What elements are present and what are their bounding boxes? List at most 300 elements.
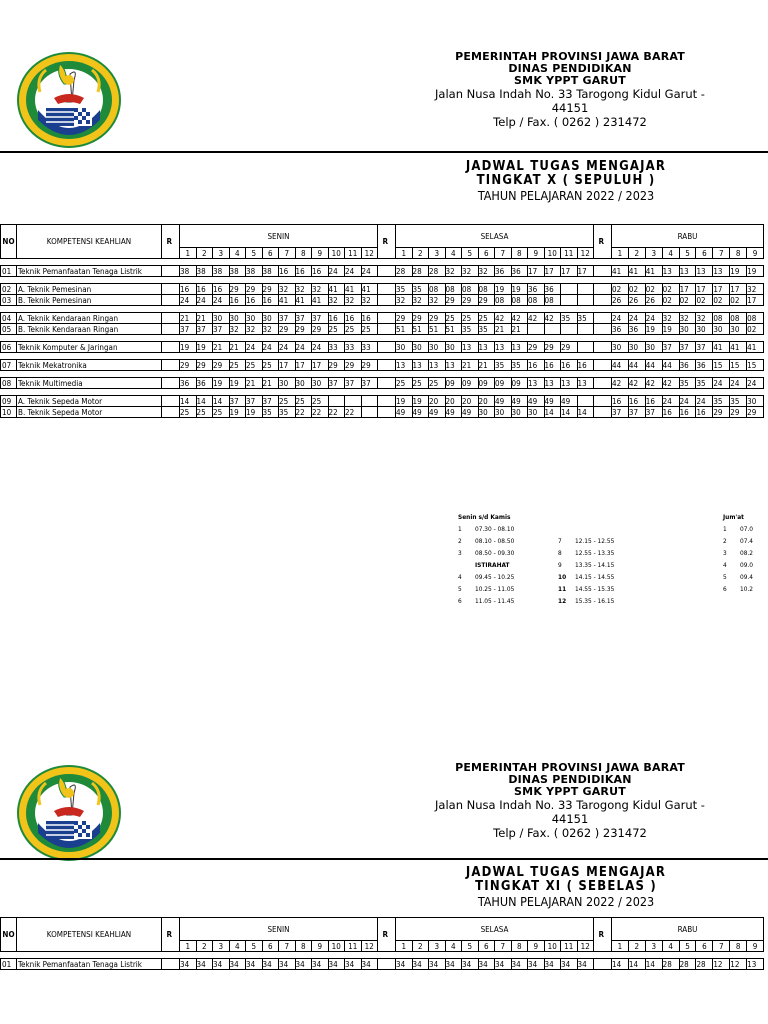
senin-cell: 34 bbox=[246, 959, 263, 970]
header-r: R bbox=[378, 918, 393, 952]
selasa-cell: 36 bbox=[511, 266, 528, 277]
senin-cell: 32 bbox=[246, 324, 263, 335]
selasa-cell bbox=[577, 324, 594, 335]
period-number: 6 bbox=[478, 941, 495, 952]
row-number: 08 bbox=[1, 378, 17, 389]
header-r: R bbox=[378, 225, 393, 259]
period-number: 1 bbox=[396, 248, 413, 259]
selasa-cell: 42 bbox=[528, 313, 545, 324]
row-number: 04 bbox=[1, 313, 17, 324]
senin-cell: 25 bbox=[180, 407, 197, 418]
selasa-cell: 30 bbox=[478, 407, 495, 418]
senin-cell: 30 bbox=[279, 378, 296, 389]
selasa-cell: 13 bbox=[462, 342, 479, 353]
senin-cell: 30 bbox=[246, 313, 263, 324]
room-cell bbox=[378, 396, 393, 407]
row-number: 05 bbox=[1, 324, 17, 335]
period-label: 8 bbox=[558, 549, 562, 557]
time-range: 08.10 - 08.50 bbox=[475, 537, 515, 545]
senin-cell: 34 bbox=[345, 959, 362, 970]
senin-cell: 32 bbox=[345, 295, 362, 306]
dept-name: DINAS PENDIDIKAN bbox=[508, 62, 632, 75]
period-number: 7 bbox=[713, 248, 730, 259]
rabu-cell: 28 bbox=[696, 959, 713, 970]
selasa-cell: 30 bbox=[511, 407, 528, 418]
rabu-cell: 02 bbox=[662, 284, 679, 295]
selasa-cell: 20 bbox=[429, 396, 446, 407]
table-row bbox=[1, 342, 764, 353]
senin-cell bbox=[328, 396, 345, 407]
senin-cell: 34 bbox=[229, 959, 246, 970]
period-number: 2 bbox=[628, 941, 645, 952]
senin-cell: 16 bbox=[213, 284, 230, 295]
period-number: 3 bbox=[213, 941, 230, 952]
room-cell bbox=[162, 378, 177, 389]
header-block bbox=[420, 51, 720, 129]
selasa-cell: 28 bbox=[396, 266, 413, 277]
senin-cell: 21 bbox=[213, 342, 230, 353]
rabu-cell: 30 bbox=[696, 324, 713, 335]
selasa-cell: 19 bbox=[412, 396, 429, 407]
rabu-cell: 16 bbox=[628, 396, 645, 407]
period-number: 8 bbox=[511, 248, 528, 259]
time-range: 10.2 bbox=[740, 585, 754, 593]
selasa-cell: 09 bbox=[478, 378, 495, 389]
period-number: 3 bbox=[429, 941, 446, 952]
time-range: 08.2 bbox=[740, 549, 754, 557]
senin-cell: 14 bbox=[180, 396, 197, 407]
selasa-cell bbox=[528, 324, 545, 335]
selasa-cell: 34 bbox=[577, 959, 594, 970]
row-separator bbox=[1, 277, 764, 284]
selasa-cell: 25 bbox=[429, 378, 446, 389]
senin-cell: 19 bbox=[229, 378, 246, 389]
period-number: 1 bbox=[612, 941, 629, 952]
header-block bbox=[420, 762, 720, 840]
senin-cell: 32 bbox=[262, 324, 279, 335]
senin-cell: 37 bbox=[213, 324, 230, 335]
rabu-cell: 08 bbox=[713, 313, 730, 324]
selasa-cell: 14 bbox=[577, 407, 594, 418]
time-range: 09.45 - 10.25 bbox=[475, 573, 515, 581]
senin-cell: 29 bbox=[295, 324, 312, 335]
selasa-cell: 20 bbox=[445, 396, 462, 407]
period-number: 6 bbox=[696, 248, 713, 259]
selasa-cell: 29 bbox=[396, 313, 413, 324]
rabu-cell: 26 bbox=[612, 295, 629, 306]
room-cell bbox=[378, 324, 393, 335]
rabu-cell: 17 bbox=[679, 284, 696, 295]
time-range: 07.30 - 08.10 bbox=[475, 525, 515, 533]
selasa-cell: 49 bbox=[412, 407, 429, 418]
senin-cell: 36 bbox=[180, 378, 197, 389]
period-label: 3 bbox=[458, 549, 462, 557]
senin-cell: 16 bbox=[295, 266, 312, 277]
senin-cell: 17 bbox=[295, 360, 312, 371]
selasa-cell: 14 bbox=[561, 407, 578, 418]
table-row bbox=[1, 324, 764, 335]
rabu-cell: 44 bbox=[662, 360, 679, 371]
table-row bbox=[1, 266, 764, 277]
selasa-cell: 34 bbox=[429, 959, 446, 970]
period-number: 5 bbox=[679, 941, 696, 952]
senin-cell: 35 bbox=[279, 407, 296, 418]
senin-cell: 24 bbox=[361, 266, 378, 277]
separator-cell bbox=[1, 277, 764, 284]
section-title bbox=[430, 866, 702, 910]
selasa-cell: 25 bbox=[396, 378, 413, 389]
period-number: 1 bbox=[396, 941, 413, 952]
rabu-cell: 35 bbox=[730, 396, 747, 407]
period-number: 10 bbox=[328, 248, 345, 259]
selasa-cell: 29 bbox=[478, 295, 495, 306]
selasa-cell: 34 bbox=[445, 959, 462, 970]
rabu-cell: 24 bbox=[662, 396, 679, 407]
section-title bbox=[430, 160, 702, 204]
school-name: SMK YPPT GARUT bbox=[514, 74, 626, 87]
senin-cell: 34 bbox=[361, 959, 378, 970]
header-divider bbox=[0, 858, 768, 860]
period-label: 3 bbox=[723, 549, 727, 557]
senin-cell: 30 bbox=[295, 378, 312, 389]
row-separator bbox=[1, 335, 764, 342]
rabu-cell: 44 bbox=[645, 360, 662, 371]
selasa-cell: 29 bbox=[429, 313, 446, 324]
title-line3: TAHUN PELAJARAN 2022 / 2023 bbox=[477, 188, 655, 203]
senin-cell: 41 bbox=[361, 284, 378, 295]
rabu-cell: 08 bbox=[747, 313, 764, 324]
time-range: 15.35 - 16.15 bbox=[575, 597, 615, 605]
senin-cell: 33 bbox=[361, 342, 378, 353]
period-number: 2 bbox=[196, 941, 213, 952]
phone: Telp / Fax. ( 0262 ) 231472 bbox=[493, 115, 647, 129]
selasa-cell: 29 bbox=[544, 342, 561, 353]
selasa-cell: 35 bbox=[495, 360, 512, 371]
senin-cell: 25 bbox=[196, 407, 213, 418]
selasa-cell: 32 bbox=[462, 266, 479, 277]
senin-cell: 32 bbox=[279, 284, 296, 295]
senin-cell: 16 bbox=[196, 284, 213, 295]
gov-name: PEMERINTAH PROVINSI JAWA BARAT bbox=[455, 761, 685, 774]
senin-cell: 30 bbox=[262, 313, 279, 324]
selasa-cell: 29 bbox=[445, 295, 462, 306]
senin-cell: 22 bbox=[328, 407, 345, 418]
senin-cell: 14 bbox=[213, 396, 230, 407]
period-number: 8 bbox=[730, 941, 747, 952]
rabu-cell: 37 bbox=[696, 342, 713, 353]
selasa-cell: 13 bbox=[396, 360, 413, 371]
senin-cell: 34 bbox=[295, 959, 312, 970]
rabu-cell: 41 bbox=[747, 342, 764, 353]
room-cell bbox=[594, 324, 609, 335]
kompetensi-name: Teknik Multimedia bbox=[17, 378, 162, 389]
selasa-cell: 13 bbox=[495, 342, 512, 353]
selasa-cell: 32 bbox=[445, 266, 462, 277]
selasa-cell: 34 bbox=[511, 959, 528, 970]
selasa-cell: 32 bbox=[478, 266, 495, 277]
senin-cell: 30 bbox=[213, 313, 230, 324]
rabu-cell: 29 bbox=[730, 407, 747, 418]
selasa-cell: 49 bbox=[495, 396, 512, 407]
selasa-cell: 25 bbox=[445, 313, 462, 324]
room-cell bbox=[162, 324, 177, 335]
period-number: 10 bbox=[328, 941, 345, 952]
selasa-cell bbox=[544, 324, 561, 335]
period-number: 12 bbox=[577, 248, 594, 259]
selasa-cell: 30 bbox=[495, 407, 512, 418]
room-cell bbox=[594, 360, 609, 371]
header-r: R bbox=[594, 225, 609, 259]
period-label: 6 bbox=[458, 597, 462, 605]
selasa-cell: 29 bbox=[528, 342, 545, 353]
senin-cell: 29 bbox=[229, 284, 246, 295]
rabu-cell: 28 bbox=[679, 959, 696, 970]
rabu-cell: 17 bbox=[730, 284, 747, 295]
period-label: 1 bbox=[458, 525, 462, 533]
rabu-cell: 14 bbox=[612, 959, 629, 970]
table-row bbox=[1, 407, 764, 418]
selasa-cell: 21 bbox=[462, 360, 479, 371]
rabu-cell: 30 bbox=[713, 324, 730, 335]
period-number: 6 bbox=[696, 941, 713, 952]
room-cell bbox=[378, 284, 393, 295]
time-range: 08.50 - 09.30 bbox=[475, 549, 515, 557]
senin-cell: 16 bbox=[246, 295, 263, 306]
table-row bbox=[1, 284, 764, 295]
period-number: 5 bbox=[246, 248, 263, 259]
rabu-cell: 15 bbox=[730, 360, 747, 371]
selasa-cell: 08 bbox=[445, 284, 462, 295]
period-label: 6 bbox=[723, 585, 727, 593]
room-cell bbox=[378, 266, 393, 277]
header-rabu: RABU bbox=[612, 225, 764, 248]
selasa-cell: 29 bbox=[412, 313, 429, 324]
senin-cell: 22 bbox=[295, 407, 312, 418]
selasa-cell: 09 bbox=[445, 378, 462, 389]
selasa-cell: 08 bbox=[511, 295, 528, 306]
table-row bbox=[1, 313, 764, 324]
header-selasa: SELASA bbox=[396, 225, 594, 248]
selasa-cell: 28 bbox=[429, 266, 446, 277]
selasa-cell: 25 bbox=[462, 313, 479, 324]
senin-cell: 16 bbox=[262, 295, 279, 306]
row-number: 01 bbox=[1, 266, 17, 277]
period-number: 7 bbox=[495, 248, 512, 259]
senin-cell: 41 bbox=[295, 295, 312, 306]
rabu-cell: 37 bbox=[612, 407, 629, 418]
header-r: R bbox=[162, 918, 177, 952]
period-number: 9 bbox=[747, 941, 764, 952]
rabu-cell: 30 bbox=[628, 342, 645, 353]
address: Jalan Nusa Indah No. 33 Tarogong Kidul Garut - 44151 bbox=[435, 87, 705, 115]
separator-cell bbox=[1, 306, 764, 313]
senin-cell: 16 bbox=[328, 313, 345, 324]
period-number: 8 bbox=[295, 941, 312, 952]
senin-cell: 29 bbox=[246, 284, 263, 295]
senin-kamis-title: Senin s/d Kamis bbox=[458, 513, 511, 521]
room-cell bbox=[162, 313, 177, 324]
selasa-cell: 30 bbox=[429, 342, 446, 353]
time-range: 07.4 bbox=[740, 537, 754, 545]
period-label: 11 bbox=[558, 585, 567, 593]
header-rabu: RABU bbox=[612, 918, 764, 941]
senin-cell: 14 bbox=[196, 396, 213, 407]
rabu-cell: 15 bbox=[713, 360, 730, 371]
period-number: 9 bbox=[528, 941, 545, 952]
selasa-cell: 16 bbox=[577, 360, 594, 371]
room-cell bbox=[162, 284, 177, 295]
rabu-cell: 42 bbox=[628, 378, 645, 389]
selasa-cell: 08 bbox=[462, 284, 479, 295]
kompetensi-name: B. Teknik Kendaraan Ringan bbox=[17, 324, 162, 335]
separator-cell bbox=[1, 389, 764, 396]
period-number: 12 bbox=[361, 248, 378, 259]
selasa-cell bbox=[561, 295, 578, 306]
room-cell bbox=[594, 396, 609, 407]
period-number: 4 bbox=[229, 248, 246, 259]
senin-cell: 34 bbox=[180, 959, 197, 970]
selasa-cell: 51 bbox=[412, 324, 429, 335]
rabu-cell: 32 bbox=[747, 284, 764, 295]
senin-cell: 33 bbox=[345, 342, 362, 353]
selasa-cell: 29 bbox=[462, 295, 479, 306]
title-line1: JADWAL TUGAS MENGAJAR bbox=[465, 865, 667, 880]
selasa-cell: 17 bbox=[577, 266, 594, 277]
kompetensi-name: Teknik Pemanfaatan Tenaga Listrik bbox=[17, 959, 162, 970]
period-number: 5 bbox=[462, 248, 479, 259]
phone: Telp / Fax. ( 0262 ) 231472 bbox=[493, 826, 647, 840]
senin-cell: 25 bbox=[295, 396, 312, 407]
kompetensi-name: A. Teknik Kendaraan Ringan bbox=[17, 313, 162, 324]
period-label: 2 bbox=[723, 537, 727, 545]
senin-cell: 41 bbox=[328, 284, 345, 295]
period-number: 3 bbox=[213, 248, 230, 259]
senin-cell: 16 bbox=[229, 295, 246, 306]
period-label: 10 bbox=[558, 573, 567, 581]
senin-cell: 41 bbox=[312, 295, 329, 306]
rabu-cell: 28 bbox=[662, 959, 679, 970]
senin-cell: 38 bbox=[213, 266, 230, 277]
senin-cell: 34 bbox=[262, 959, 279, 970]
rabu-cell: 35 bbox=[696, 378, 713, 389]
selasa-cell: 21 bbox=[511, 324, 528, 335]
period-number: 4 bbox=[662, 941, 679, 952]
senin-cell: 32 bbox=[328, 295, 345, 306]
senin-cell: 38 bbox=[180, 266, 197, 277]
senin-cell: 37 bbox=[361, 378, 378, 389]
selasa-cell: 32 bbox=[412, 295, 429, 306]
period-number: 3 bbox=[645, 941, 662, 952]
header-divider bbox=[0, 151, 768, 153]
address: Jalan Nusa Indah No. 33 Tarogong Kidul Garut - 44151 bbox=[435, 798, 705, 826]
row-number: 07 bbox=[1, 360, 17, 371]
separator-cell bbox=[1, 371, 764, 378]
rabu-cell: 16 bbox=[679, 407, 696, 418]
senin-cell: 16 bbox=[279, 266, 296, 277]
rabu-cell: 36 bbox=[628, 324, 645, 335]
senin-cell: 25 bbox=[279, 396, 296, 407]
title-line1: JADWAL TUGAS MENGAJAR bbox=[465, 159, 667, 174]
table-row bbox=[1, 959, 764, 970]
period-number: 7 bbox=[279, 941, 296, 952]
row-separator bbox=[1, 306, 764, 313]
senin-cell: 34 bbox=[196, 959, 213, 970]
time-range: 07.0 bbox=[740, 525, 754, 533]
selasa-cell: 42 bbox=[511, 313, 528, 324]
senin-cell: 25 bbox=[262, 360, 279, 371]
period-number: 2 bbox=[196, 248, 213, 259]
header-selasa: SELASA bbox=[396, 918, 594, 941]
rabu-cell: 35 bbox=[713, 396, 730, 407]
selasa-cell: 34 bbox=[561, 959, 578, 970]
rabu-cell: 29 bbox=[747, 407, 764, 418]
selasa-cell: 17 bbox=[528, 266, 545, 277]
rabu-cell: 24 bbox=[628, 313, 645, 324]
senin-cell: 33 bbox=[328, 342, 345, 353]
selasa-cell: 25 bbox=[478, 313, 495, 324]
senin-cell: 34 bbox=[328, 959, 345, 970]
period-number: 6 bbox=[262, 941, 279, 952]
row-separator bbox=[1, 371, 764, 378]
time-range: 09.0 bbox=[740, 561, 754, 569]
selasa-cell: 35 bbox=[396, 284, 413, 295]
period-number: 4 bbox=[445, 941, 462, 952]
room-cell bbox=[378, 959, 393, 970]
selasa-cell: 49 bbox=[396, 407, 413, 418]
rabu-cell: 44 bbox=[628, 360, 645, 371]
rabu-cell: 19 bbox=[645, 324, 662, 335]
room-cell bbox=[594, 313, 609, 324]
row-separator bbox=[1, 952, 764, 959]
period-label: 12 bbox=[558, 597, 567, 605]
period-number: 9 bbox=[747, 248, 764, 259]
senin-cell: 38 bbox=[246, 266, 263, 277]
senin-cell: 22 bbox=[312, 407, 329, 418]
rabu-cell: 24 bbox=[696, 396, 713, 407]
period-number: 1 bbox=[612, 248, 629, 259]
selasa-cell: 09 bbox=[495, 378, 512, 389]
selasa-cell: 34 bbox=[412, 959, 429, 970]
selasa-cell: 42 bbox=[544, 313, 561, 324]
room-cell bbox=[594, 266, 609, 277]
selasa-cell: 36 bbox=[544, 284, 561, 295]
rabu-cell: 42 bbox=[645, 378, 662, 389]
rabu-cell: 02 bbox=[612, 284, 629, 295]
header-r: R bbox=[594, 918, 609, 952]
row-number: 09 bbox=[1, 396, 17, 407]
room-cell bbox=[162, 407, 177, 418]
selasa-cell: 08 bbox=[495, 295, 512, 306]
senin-cell: 41 bbox=[345, 284, 362, 295]
selasa-cell: 08 bbox=[429, 284, 446, 295]
senin-cell: 37 bbox=[328, 378, 345, 389]
senin-cell: 24 bbox=[196, 295, 213, 306]
selasa-cell: 36 bbox=[495, 266, 512, 277]
selasa-cell: 51 bbox=[396, 324, 413, 335]
period-number: 3 bbox=[645, 248, 662, 259]
rabu-cell: 02 bbox=[696, 295, 713, 306]
rabu-cell: 13 bbox=[679, 266, 696, 277]
separator-cell bbox=[1, 335, 764, 342]
senin-cell: 24 bbox=[246, 342, 263, 353]
senin-cell: 24 bbox=[213, 295, 230, 306]
selasa-cell: 13 bbox=[412, 360, 429, 371]
selasa-cell: 16 bbox=[544, 360, 561, 371]
rabu-cell: 30 bbox=[645, 342, 662, 353]
senin-cell: 24 bbox=[262, 342, 279, 353]
kompetensi-name: A. Teknik Sepeda Motor bbox=[17, 396, 162, 407]
rabu-cell: 32 bbox=[662, 313, 679, 324]
